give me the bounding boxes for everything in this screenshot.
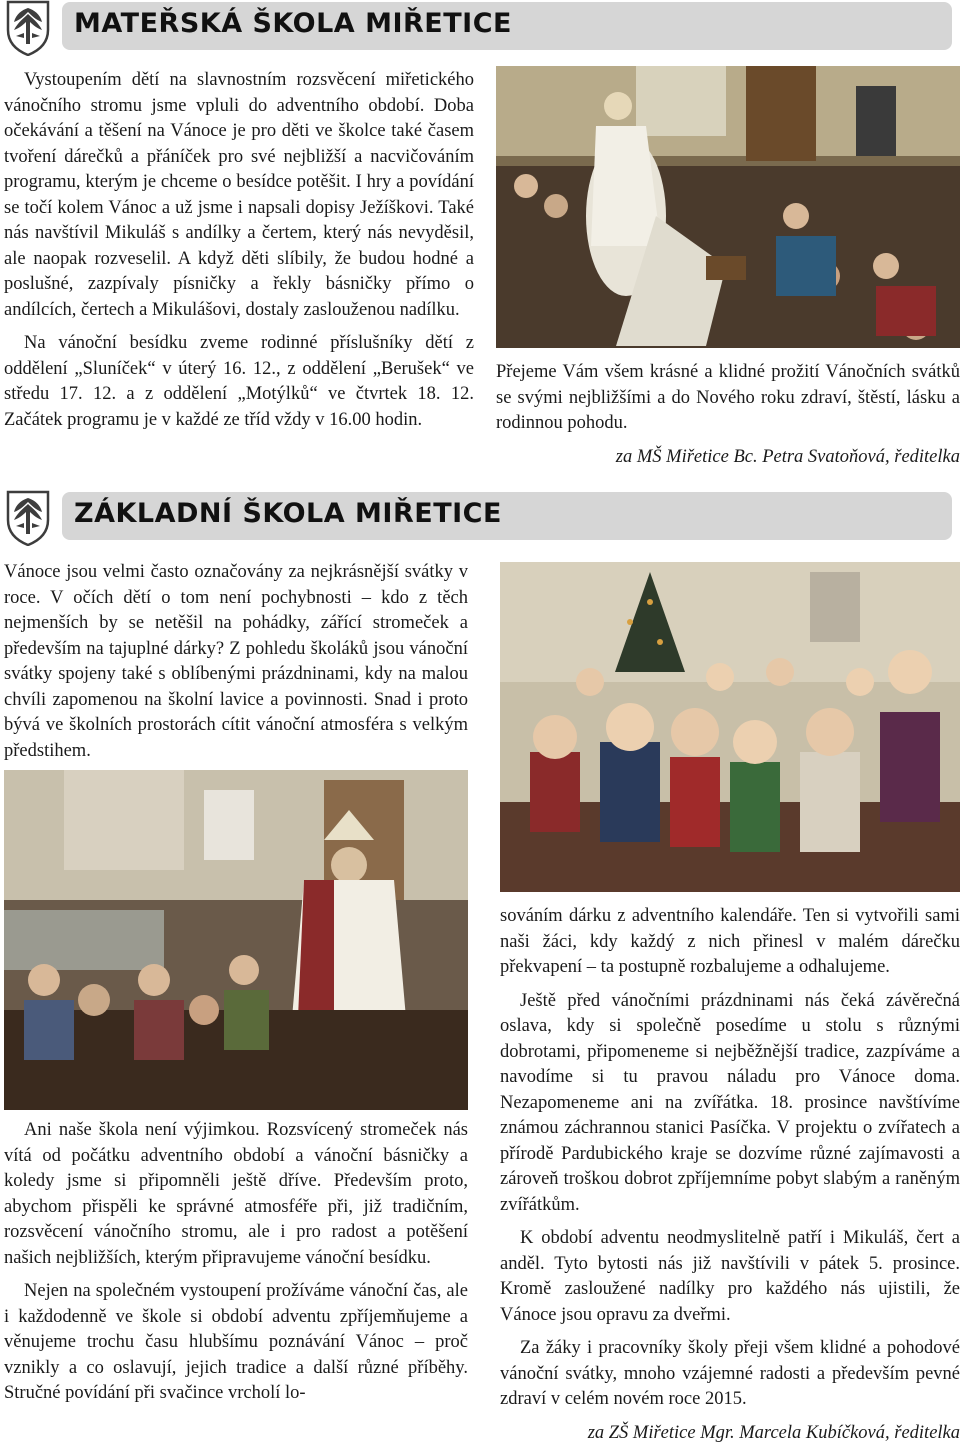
ms-paragraph-1: Vystoupením dětí na slavnostním rozsvěcení miřetického vánočního stromu jsme vpluli do adventního období. Doba očekávání a těšení na Vánoce je pro děti ve školce také časem tvoření dárečků a přáníček pro své nejbližší a nacvičováním programu, kterým je chceme o besídce potěšit. I hry a povídání se točí kolem Vánoc a už jsme i napsali dopisy Ježíškovi. Také nás navštívil Mikuláš s andílky a čertem, který nás nevyděsil, ale naopak rozveselil. A když děti slíbily, že budou hodné a poslušné, zazpívaly písničky a řekly básničky přímo o andílcích, čertech a Mikulášovi, dostaly zaslouženou nadílku. <box>4 70 474 320</box>
zs-photo-mikulas-classroom <box>4 770 468 1110</box>
zs-left-paragraph-2: Nejen na společném vystoupení prožíváme vánoční čas, ale i každodenně ve škole si období adventu zpříjemňujeme a věnujeme trochu času hlubšímu poznávání Vánoc – proč vznikly a co oslavují, jejich tradice a další různé příběhy. Stručné povídání při svačince vrcholí lo- <box>4 1281 468 1403</box>
ms-wish-text: Přejeme Vám všem krásné a klidné prožití Vánočních svátků se svými nejbližšími a do Nového roku zdraví, štěstí, lásku a rodinnou pohodu. <box>496 362 960 433</box>
zs-title: ZÁKLADNÍ ŠKOLA MIŘETICE <box>74 498 502 529</box>
municipal-crest-icon <box>4 0 52 56</box>
zs-intro <box>4 560 468 772</box>
municipal-crest-icon <box>4 490 52 546</box>
zs-intro-paragraph: Vánoce jsou velmi často označovány za nejkrásnější svátky v roce. V očích dětí o tom není pochybnosti – kdo z těch nejmenších by se netěšil na pohádky, zářící stromeček a především na tajuplné dárky? Z pohledu školáků jsou vánoční svátky spojeny také s oblíbenými prázdninami, kdy na malou chvíli zapomenou na školní lavice a povinnosti. Snad i proto bývá ve školních prostorách cítit vánoční atmosféra s velkým předstihem. <box>4 562 468 761</box>
zs-right-paragraph-4: Za žáky i pracovníky školy přeji všem klidné a pohodové vánoční svátky, mnoho vzájemné radosti a především pevné zdraví v celém novém roce 2015. <box>500 1338 960 1409</box>
zs-title-bar <box>62 492 952 540</box>
zs-left-paragraph-1: Ani naše škola není výjimkou. Rozsvícený stromeček nás vítá od počátku adventního období a vánoční básničky a koledy jsme si připomněli ještě dříve. Především proto, abychom přispěli ke správné atmosféře při, již tradičním, rozsvěcení vánočního stromu, ale i pro radost a potěšení našich nejbližších, kterým připravujeme vánoční besídku. <box>4 1120 468 1268</box>
ms-wishes <box>496 360 960 478</box>
ms-signature: za MŠ Miřetice Bc. Petra Svatoňová, ředitelka <box>615 446 960 467</box>
zs-signature: za ZŠ Miřetice Mgr. Marcela Kubíčková, ředitelka <box>587 1422 960 1443</box>
ms-header <box>0 0 960 60</box>
zs-right-paragraph-2: Ještě před vánočními prázdninami nás čeká závěrečná oslava, kdy si společně posedíme u stolu s různými dobrotami, připomeneme si nejběžnější tradice, zazpíváme a navodíme si tu pravou náladu pro Vánoce doma. Nezapomeneme ani na zvířátka. 18. prosince navštívíme známou záchrannou stanici Pasíčka. V projektu o zvířatech a přírodě Pardubického kraje se dozvíme různé zajímavosti a zároveň troškou dobrot zpříjemníme pobyt slabým a raněným zvířátkům. <box>500 990 960 1215</box>
ms-article <box>4 68 474 441</box>
ms-title-bar <box>62 2 952 50</box>
zs-left-column <box>4 1118 468 1415</box>
zs-right-paragraph-1: sováním dárku z adventního kalendáře. Ten si vytvořili sami naši žáci, kdy každý z nich přinesl v malém dárečku překvapení – ta postupně rozbalujeme a odhalujeme. <box>500 906 960 977</box>
zs-right-paragraph-3: K období adventu neodmyslitelně patří i Mikuláš, čert a anděl. Tyto bytosti nás již navštívili v pátek 5. prosince. Kromě zasloužené nadílky pro každého nás ujistili, že Vánoce jsou opravu za dveřmi. <box>500 1228 960 1325</box>
zs-right-column <box>500 904 960 1454</box>
ms-title: MATEŘSKÁ ŠKOLA MIŘETICE <box>74 8 512 39</box>
ms-paragraph-2: Na vánoční besídku zveme rodinné příslušníky dětí z oddělení „Sluníček“ v úterý 16. 12., z oddělení „Berušek“ ve středu 17. 12. a z oddělení „Motýlků“ ve čtvrtek 18. 12. Začátek programu je v každé ze tříd vždy v 16.00 hodin. <box>4 333 474 430</box>
ms-photo-mikulas-visit <box>496 66 960 348</box>
zs-photo-children-group <box>500 562 960 892</box>
zs-header <box>0 490 960 550</box>
